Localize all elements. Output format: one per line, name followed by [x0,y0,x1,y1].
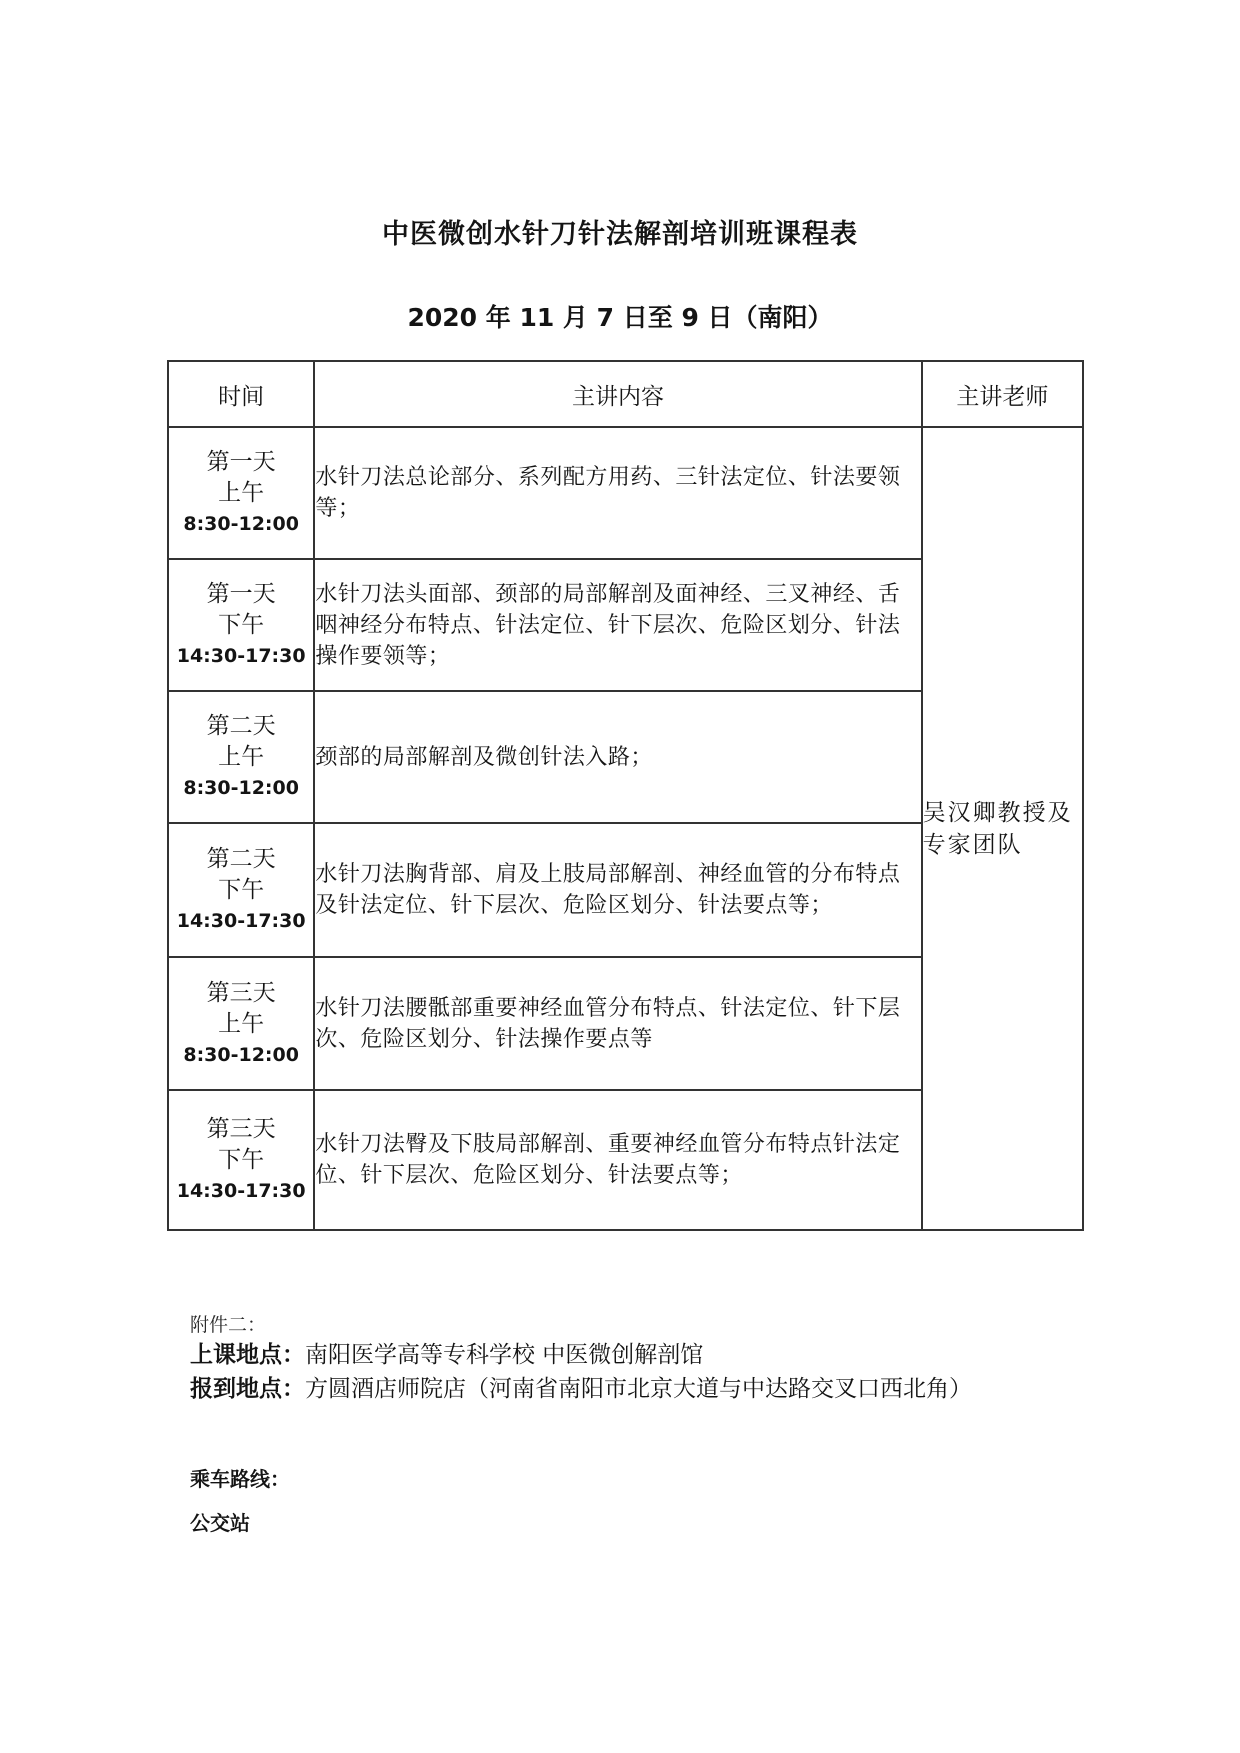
table-row [168,427,1083,559]
content-cell: 水针刀法头面部、颈部的局部解剖及面神经、三叉神经、舌咽神经分布特点、针法定位、针下层次、危险区划分、针法操作要领等； [314,559,921,691]
time-cell [168,691,314,823]
clock-label: 8:30-12:00 [183,777,299,799]
class-location-value: 南阳医学高等专科学校 中医微创解剖馆 [305,1342,704,1368]
clock-label: 8:30-12:00 [183,513,299,535]
document-subtitle: 2020 年 11 月 7 日至 9 日（南阳） [407,303,833,332]
day-label: 第一天 [206,449,276,475]
day-label: 第二天 [206,846,276,872]
period-label: 下午 [218,1147,265,1173]
time-cell [168,823,314,957]
document-title: 中医微创水针刀针法解剖培训班课程表 [382,219,858,250]
content-cell: 水针刀法胸背部、肩及上肢局部解剖、神经血管的分布特点及针法定位、针下层次、危险区划分、针法要点等； [314,823,921,957]
bus-stop-label: 公交站 [190,1511,250,1535]
checkin-location-value: 方圆酒店师院店（河南省南阳市北京大道与中达路交叉口西北角） [305,1376,972,1402]
content-cell: 水针刀法臀及下肢局部解剖、重要神经血管分布特点针法定位、针下层次、危险区划分、针法要点等； [314,1090,921,1230]
clock-label: 14:30-17:30 [176,1180,306,1202]
content-cell: 水针刀法总论部分、系列配方用药、三针法定位、针法要领等； [314,427,921,559]
content-cell: 水针刀法腰骶部重要神经血管分布特点、针法定位、针下层次、危险区划分、针法操作要点等 [314,957,921,1090]
period-label: 上午 [218,480,265,506]
time-cell [168,957,314,1090]
day-label: 第一天 [206,581,276,607]
clock-label: 14:30-17:30 [176,645,306,667]
schedule-table [167,360,1084,1231]
period-label: 上午 [218,1010,265,1037]
class-location-label: 上课地点： [190,1342,305,1368]
route-title: 乘车路线： [190,1467,290,1491]
checkin-location-line [190,1372,1150,1406]
period-label: 下午 [218,877,265,903]
checkin-location-label: 报到地点： [190,1376,305,1402]
clock-label: 8:30-12:00 [183,1043,299,1066]
table-header-row [168,361,1083,427]
header-time: 时间 [168,361,314,427]
day-label: 第三天 [206,979,276,1006]
clock-label: 14:30-17:30 [176,910,306,932]
header-content: 主讲内容 [314,361,921,427]
notes-section [190,1312,1150,1406]
time-cell [168,1090,314,1230]
class-location-line [190,1338,1150,1372]
time-cell [168,427,314,559]
attachment-label: 附件二： [190,1314,267,1336]
time-cell [168,559,314,691]
header-teacher: 主讲老师 [922,361,1083,427]
day-label: 第二天 [206,713,276,739]
content-cell: 颈部的局部解剖及微创针法入路； [314,691,921,823]
teacher-cell: 吴汉卿教授及专家团队 [922,427,1083,1230]
period-label: 下午 [218,612,265,638]
period-label: 上午 [218,744,265,770]
day-label: 第三天 [206,1116,276,1142]
